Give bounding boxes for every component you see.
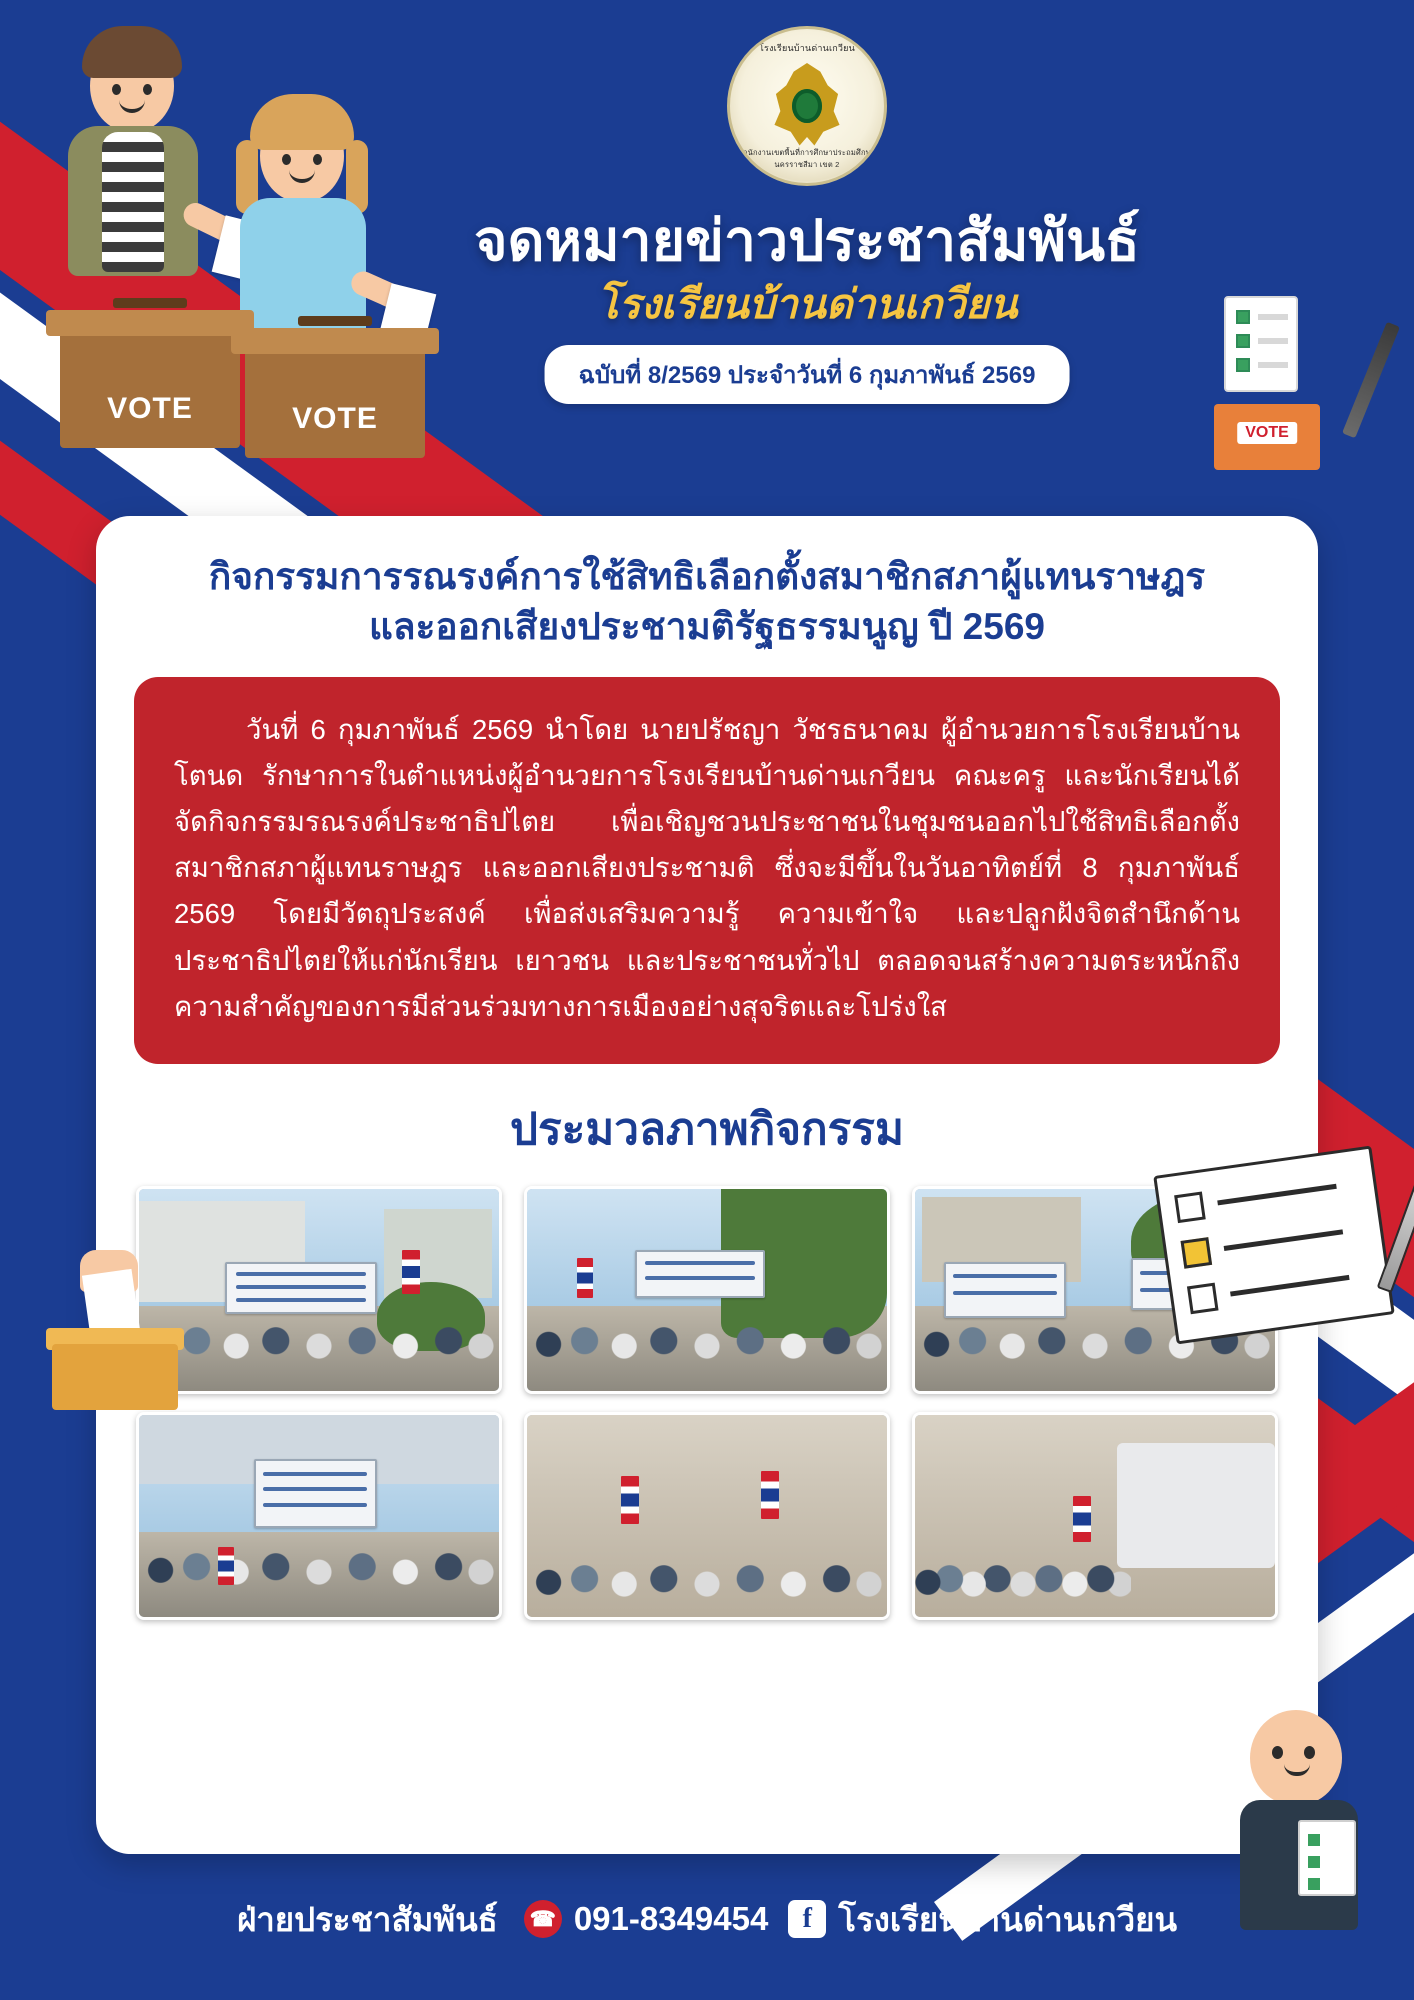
ballot-slip-icon bbox=[82, 1269, 140, 1337]
boy-hair-icon bbox=[82, 26, 182, 78]
ballot-box-2-slot bbox=[298, 316, 372, 326]
mascot-eye-left-icon bbox=[1272, 1746, 1283, 1759]
photo-2-banner-line-1 bbox=[645, 1261, 756, 1265]
gallery-photo-5[interactable] bbox=[524, 1412, 890, 1620]
girl-smile-icon bbox=[289, 170, 315, 183]
boy-body-icon bbox=[68, 126, 198, 276]
ballot-line-3 bbox=[1258, 362, 1288, 368]
photo-5-thai-flag-1 bbox=[621, 1476, 639, 1524]
ballot-line-1 bbox=[1258, 314, 1288, 320]
footer-phone[interactable] bbox=[524, 1900, 769, 1938]
content-card bbox=[96, 516, 1318, 1854]
photo-4-thai-flag bbox=[218, 1547, 234, 1585]
gallery-photo-4[interactable] bbox=[136, 1412, 502, 1620]
photo-4-banner-line-3 bbox=[263, 1503, 367, 1507]
gallery-photo-2[interactable] bbox=[524, 1186, 890, 1394]
issue-badge: ฉบับที่ 8/2569 ประจำวันที่ 6 กุมภาพันธ์ 2569 bbox=[545, 345, 1070, 404]
girl-hair-icon bbox=[250, 94, 354, 150]
article-body-box bbox=[134, 677, 1280, 1064]
ballot-box-2-label: VOTE bbox=[292, 402, 378, 435]
school-name: โรงเรียนบ้านด่านเกวียน bbox=[596, 281, 1018, 327]
page-title: จดหมายข่าวประชาสัมพันธ์ bbox=[474, 209, 1140, 273]
ballot-pen-illustration bbox=[1180, 290, 1380, 470]
ballot-box-body-icon bbox=[52, 1344, 178, 1410]
footer-facebook[interactable] bbox=[788, 1893, 1177, 1946]
photo-6-pickup-truck bbox=[1117, 1443, 1275, 1568]
checklist-checked-box-icon bbox=[1181, 1237, 1213, 1269]
photo-3-banner-left bbox=[944, 1262, 1066, 1319]
ballot-box-1-slot bbox=[113, 298, 187, 308]
photo-1-thai-flag bbox=[402, 1250, 420, 1294]
pen-icon bbox=[1342, 322, 1400, 439]
photo-4-banner-line-2 bbox=[263, 1487, 367, 1491]
photo-3-banner-left-line-1 bbox=[953, 1274, 1057, 1278]
school-seal-icon bbox=[727, 26, 887, 186]
ballot-box-1-lid bbox=[46, 310, 254, 336]
girl-head-icon bbox=[260, 110, 344, 202]
footer-department: ฝ่ายประชาสัมพันธ์ bbox=[236, 1900, 498, 1938]
mascot-eye-right-icon bbox=[1304, 1746, 1315, 1759]
boy-smile-icon bbox=[119, 100, 145, 113]
photo-6-people bbox=[915, 1520, 1131, 1609]
article-headline bbox=[96, 552, 1318, 653]
headline-line-2: และออกเสียงประชามติรัฐธรรมนูญ ปี 2569 bbox=[369, 606, 1045, 648]
photo-3-banner-left-line-2 bbox=[953, 1291, 1057, 1295]
ballot-card-icon bbox=[1224, 296, 1298, 392]
voting-illustration bbox=[30, 30, 490, 500]
ballot-box-3-label: VOTE bbox=[1237, 422, 1297, 444]
mascot-clipboard-check-1 bbox=[1308, 1834, 1320, 1846]
checklist-box-3-icon bbox=[1187, 1283, 1219, 1315]
seal-emblem-icon bbox=[770, 63, 844, 149]
ballot-box-2 bbox=[245, 348, 425, 458]
girl-eye-right-icon bbox=[313, 154, 322, 165]
photo-1-banner bbox=[225, 1262, 376, 1315]
checklist-illustration bbox=[1153, 1146, 1395, 1345]
photo-2-banner bbox=[635, 1250, 765, 1298]
illustration-girl bbox=[260, 110, 344, 202]
boy-eye-left-icon bbox=[112, 84, 121, 95]
gallery-photo-6[interactable] bbox=[912, 1412, 1278, 1620]
article-body-text: วันที่ 6 กุมภาพันธ์ 2569 นำโดย นายปรัชญา วัชรธนาคม ผู้อำนวยการโรงเรียนบ้านโตนด รักษาการในตำแหน่งผู้อำนวยการโรงเรียนบ้านด่านเกวียน คณะครู และนักเรียนได้จัดกิจกรรมรณรงค์ประชาธิปไตย เพื่อเชิญชวนประชาชนในชุมชนออกไปใช้สิทธิเลือกตั้งสมาชิกสภาผู้แทนราษฎร และออกเสียงประชามติ ซึ่งจะมีขึ้นในวันอาทิตย์ที่ 8 กุมภาพันธ์ 2569 โดยมีวัตถุประสงค์ เพื่อส่งเสริมความรู้ ความเข้าใจ และปลูกฝังจิตสำนึกด้านประชาธิปไตยให้แก่นักเรียน เยาวชน และประชาชนทั่วไป ตลอดจนสร้างความตระหนักถึงความสำคัญของการมีส่วนร่วมทางการเมืองอย่างสุจริตและโปร่งใส bbox=[174, 713, 1240, 1022]
poster-footer bbox=[0, 1874, 1414, 1964]
poster-header bbox=[0, 0, 1414, 520]
gallery-title: ประมวลภาพกิจกรรม bbox=[510, 1104, 904, 1154]
seal-top-text: โรงเรียนบ้านด่านเกวียน bbox=[759, 43, 855, 53]
photo-4-banner-line-1 bbox=[263, 1472, 367, 1476]
illustration-boy bbox=[90, 40, 174, 132]
facebook-icon: f bbox=[788, 1900, 826, 1938]
ballot-box-1 bbox=[60, 330, 240, 448]
ballot-box-2-lid bbox=[231, 328, 439, 354]
phone-icon: ☎ bbox=[524, 1900, 562, 1938]
photo-6-thai-flag bbox=[1073, 1496, 1091, 1542]
photo-5-people bbox=[527, 1520, 887, 1609]
ballot-box-1-label: VOTE bbox=[107, 392, 193, 425]
ballot-check-1-icon bbox=[1236, 310, 1250, 324]
ballot-check-2-icon bbox=[1236, 334, 1250, 348]
photo-1-banner-line-3 bbox=[236, 1298, 366, 1302]
photo-5-thai-flag-2 bbox=[761, 1471, 779, 1519]
photo-gallery bbox=[136, 1186, 1278, 1620]
boy-striped-shirt-icon bbox=[102, 132, 164, 272]
seal-bottom-text: สำนักงานเขตพื้นที่การศึกษาประถมศึกษานครราชสีมา เขต 2 bbox=[738, 148, 876, 169]
checklist-box-1-icon bbox=[1174, 1192, 1206, 1224]
ballot-drop-illustration bbox=[46, 1250, 206, 1410]
photo-1-banner-line-1 bbox=[236, 1272, 366, 1276]
ballot-check-3-icon bbox=[1236, 358, 1250, 372]
photo-2-banner-line-2 bbox=[645, 1276, 756, 1280]
mascot-head-icon bbox=[1250, 1710, 1342, 1806]
ballot-box-3 bbox=[1214, 404, 1320, 470]
boy-head-icon bbox=[90, 40, 174, 132]
headline-line-1: กิจกรรมการรณรงค์การใช้สิทธิเลือกตั้งสมาชิกสภาผู้แทนราษฎร bbox=[208, 556, 1206, 597]
mascot-clipboard-check-2 bbox=[1308, 1856, 1320, 1868]
boy-eye-right-icon bbox=[143, 84, 152, 95]
ballot-line-2 bbox=[1258, 338, 1288, 344]
photo-2-thai-flag bbox=[577, 1258, 593, 1298]
photo-1-banner-line-2 bbox=[236, 1285, 366, 1289]
girl-eye-left-icon bbox=[282, 154, 291, 165]
photo-4-banner bbox=[254, 1459, 376, 1528]
footer-facebook-name: โรงเรียนบ้านด่านเกวียน bbox=[838, 1900, 1178, 1938]
footer-phone-number: 091-8349454 bbox=[573, 1900, 769, 1937]
